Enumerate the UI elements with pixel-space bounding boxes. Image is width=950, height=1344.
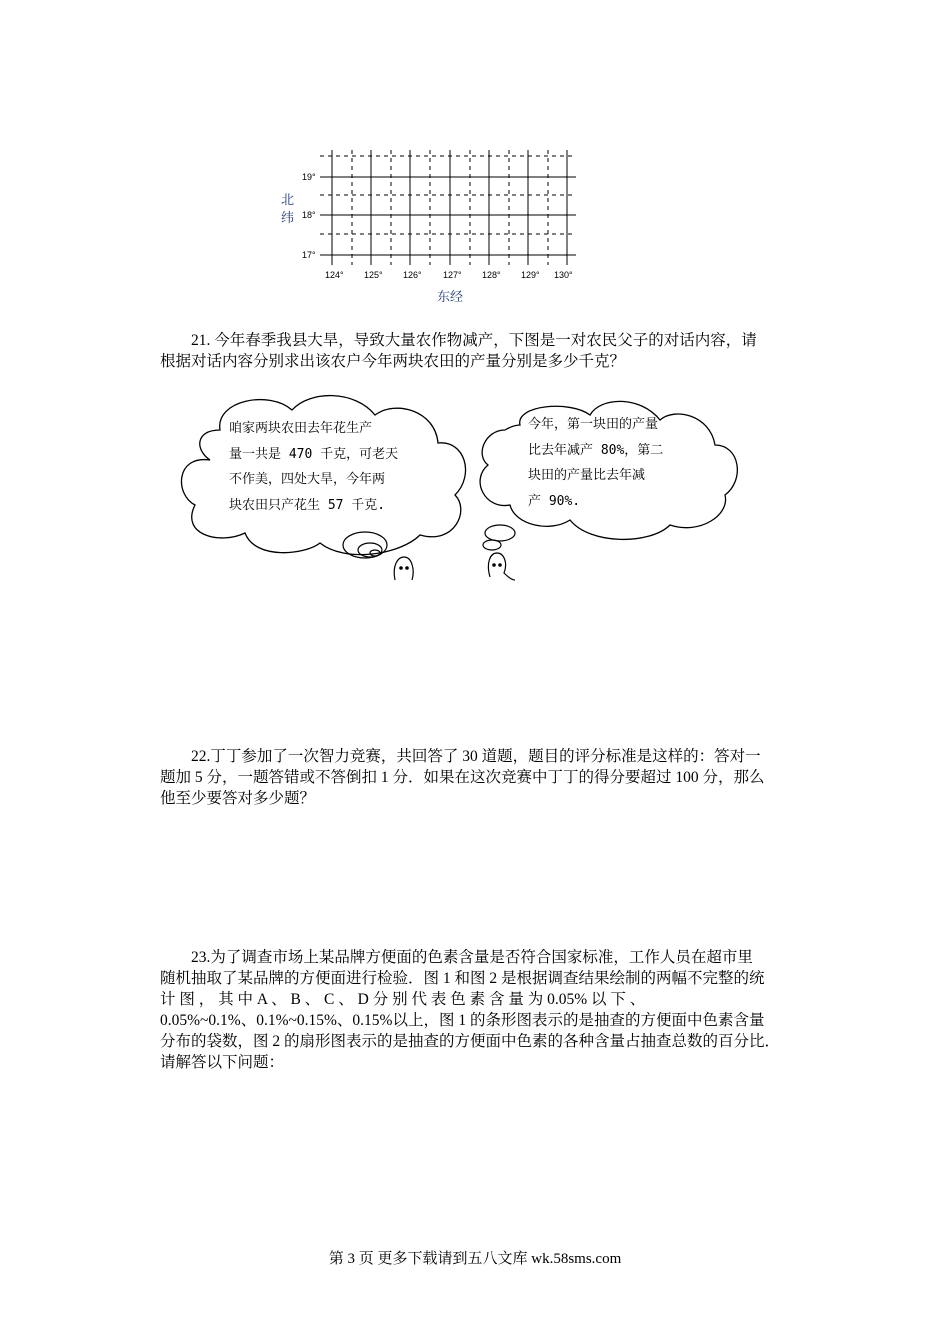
- q23-line-1: 23.为了调查市场上某品牌方便面的色素含量是否符合国家标准，工作人员在超市里: [191, 949, 753, 966]
- left-bubble-line-1: 咱家两块农田去年花生产: [229, 421, 373, 436]
- lon-tick-128: 128°: [482, 270, 501, 280]
- lon-tick-129: 129°: [521, 270, 540, 280]
- left-bubble-text: [229, 416, 398, 518]
- lon-tick-127: 127°: [443, 270, 462, 280]
- right-bubble-line-1: 今年，第一块田的产量: [528, 417, 659, 432]
- q23-line-3: 计 图 ， 其 中 A 、 B 、 C 、 D 分 别 代 表 色 素 含 量 为 0.05% 以 下 、: [160, 991, 646, 1008]
- question-21: [160, 330, 812, 372]
- q23-line-5: 分布的袋数，图 2 的扇形图表示的是抽查的方便面中色素的各种含量占抽查总数的百分比．: [160, 1033, 781, 1050]
- question-23: [160, 947, 812, 1073]
- right-bubble-line-4: 产 90%.: [528, 493, 581, 509]
- lat-tick-18: 18°: [302, 210, 316, 220]
- lat-lon-grid-figure: [270, 140, 590, 310]
- right-bubble-text: [528, 412, 663, 514]
- q21-line-2: 根据对话内容分别求出该农户今年两块农田的产量分别是多少千克？: [160, 353, 626, 370]
- right-bubble-tail: [483, 525, 515, 550]
- lon-tick-125: 125°: [364, 270, 383, 280]
- grid-dashed-horizontal: [320, 156, 576, 234]
- son-figure: [488, 553, 515, 580]
- lon-tick-124: 124°: [325, 270, 344, 280]
- grid-solid-horizontal: [320, 177, 576, 255]
- lon-tick-126: 126°: [403, 270, 422, 280]
- lon-tick-130: 130°: [554, 270, 573, 280]
- q22-line-3: 他至少要答对多少题？: [160, 790, 316, 807]
- question-22: [160, 746, 812, 809]
- left-bubble-line-3: 不作美，四处大旱，今年两: [229, 472, 386, 487]
- q23-line-4: 0.05%~0.1%、0.1%~0.15%、0.15%以上，图 1 的条形图表示的是抽查的方便面中色素含量: [160, 1012, 765, 1029]
- q21-line-1: 21. 今年春季我县大旱，导致大量农作物减产，下图是一对农民父子的对话内容，请: [191, 332, 757, 349]
- q22-line-1: 22.丁丁参加了一次智力竞赛，共回答了 30 道题，题目的评分标准是这样的：答对一: [191, 748, 761, 765]
- q23-line-2: 随机抽取了某品牌的方便面进行检验．图 1 和图 2 是根据调查结果绘制的两幅不完整的统: [160, 970, 765, 987]
- q22-line-2: 题加 5 分，一题答错或不答倒扣 1 分．如果在这次竞赛中丁丁的得分要超过 100 分，那么: [160, 769, 765, 786]
- page-footer: 第 3 页 更多下载请到五八文库 wk.58sms.com: [328, 1251, 622, 1267]
- lat-tick-17: 17°: [302, 250, 316, 260]
- lon-axis-label: 东经: [437, 290, 464, 305]
- lat-axis-label-2: 纬: [281, 211, 295, 226]
- lat-axis-label-1: 北: [281, 193, 295, 208]
- right-bubble-line-2: 比去年减产 80%，第二: [528, 442, 664, 458]
- father-figure: [394, 557, 413, 580]
- left-bubble-line-4: 块农田只产花生 57 千克.: [229, 497, 386, 513]
- lat-tick-19: 19°: [302, 172, 316, 182]
- q23-line-6: 请解答以下问题：: [160, 1054, 285, 1071]
- right-bubble-line-3: 块田的产量比去年减: [528, 468, 646, 483]
- grid-solid-vertical: [332, 150, 567, 265]
- left-bubble-line-2: 量一共是 470 千克，可老天: [229, 446, 399, 462]
